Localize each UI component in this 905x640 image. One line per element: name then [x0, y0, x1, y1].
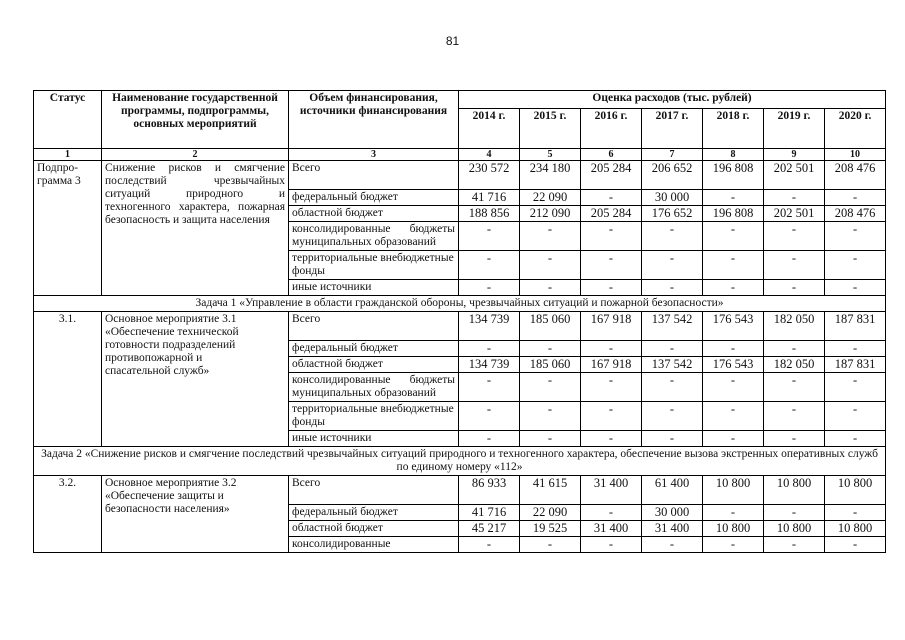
value-cell: 187 831	[825, 312, 886, 341]
value-cell: -	[459, 251, 520, 280]
value-cell: -	[520, 280, 581, 296]
value-cell: -	[581, 373, 642, 402]
value-cell: -	[825, 431, 886, 447]
table-row	[34, 161, 886, 190]
value-cell: 30 000	[642, 505, 703, 521]
header-year: 2017 г.	[642, 109, 703, 149]
value-cell: -	[642, 280, 703, 296]
value-cell: -	[581, 341, 642, 357]
value-cell: -	[581, 431, 642, 447]
value-cell: 205 284	[581, 206, 642, 222]
value-cell: 208 476	[825, 206, 886, 222]
value-cell: -	[764, 222, 825, 251]
value-cell: -	[825, 373, 886, 402]
value-cell: 10 800	[703, 476, 764, 505]
source-cell: федеральный бюджет	[289, 341, 459, 357]
value-cell: -	[642, 251, 703, 280]
status-cell: 3.2.	[34, 476, 102, 553]
value-cell: 202 501	[764, 161, 825, 190]
value-cell: 10 800	[764, 476, 825, 505]
value-cell: 176 543	[703, 357, 764, 373]
value-cell: 212 090	[520, 206, 581, 222]
value-cell: -	[520, 373, 581, 402]
value-cell: 41 716	[459, 190, 520, 206]
header-year: 2015 г.	[520, 109, 581, 149]
column-number: 6	[581, 149, 642, 161]
value-cell: -	[581, 537, 642, 553]
status-cell: Подпро- грамма 3	[34, 161, 102, 296]
program-name-cell: Снижение рисков и смягчение последствий чрезвычайных ситуаций природного и техногенного характера, пожарная безопасность и защита населения	[102, 161, 289, 296]
value-cell: -	[520, 537, 581, 553]
value-cell: -	[581, 402, 642, 431]
value-cell: -	[703, 251, 764, 280]
value-cell: 196 808	[703, 206, 764, 222]
value-cell: 22 090	[520, 190, 581, 206]
task-1-heading: Задача 1 «Управление в области гражданской обороны, чрезвычайных ситуаций и пожарной безопасности»	[34, 296, 886, 312]
value-cell: 137 542	[642, 357, 703, 373]
value-cell: 185 060	[520, 357, 581, 373]
value-cell: -	[459, 402, 520, 431]
header-status: Статус	[34, 91, 102, 149]
value-cell: -	[764, 190, 825, 206]
value-cell: -	[825, 222, 886, 251]
source-cell: территориальные внебюджетные фонды	[289, 402, 459, 431]
value-cell: 196 808	[703, 161, 764, 190]
value-cell: -	[703, 402, 764, 431]
task-row	[34, 447, 886, 476]
column-number: 5	[520, 149, 581, 161]
value-cell: 167 918	[581, 312, 642, 341]
value-cell: 41 615	[520, 476, 581, 505]
value-cell: -	[764, 251, 825, 280]
value-cell: -	[703, 373, 764, 402]
source-cell: областной бюджет	[289, 206, 459, 222]
task-2-heading: Задача 2 «Снижение рисков и смягчение последствий чрезвычайных ситуаций природного и техногенного характера, обеспечение вызова экстренных оперативных служб по единому номеру «112»	[34, 447, 886, 476]
column-number: 7	[642, 149, 703, 161]
value-cell: -	[642, 402, 703, 431]
value-cell: -	[459, 431, 520, 447]
value-cell: 10 800	[825, 476, 886, 505]
value-cell: 134 739	[459, 357, 520, 373]
value-cell: -	[703, 537, 764, 553]
value-cell: -	[764, 505, 825, 521]
value-cell: 86 933	[459, 476, 520, 505]
value-cell: -	[825, 537, 886, 553]
value-cell: 61 400	[642, 476, 703, 505]
value-cell: -	[764, 373, 825, 402]
source-cell: областной бюджет	[289, 357, 459, 373]
value-cell: -	[459, 373, 520, 402]
table-row	[34, 312, 886, 341]
value-cell: -	[459, 537, 520, 553]
source-cell: консолидированные бюджеты муниципальных образований	[289, 222, 459, 251]
value-cell: -	[642, 431, 703, 447]
value-cell: -	[825, 402, 886, 431]
column-number: 1	[34, 149, 102, 161]
value-cell: -	[520, 431, 581, 447]
value-cell: -	[764, 341, 825, 357]
source-cell: иные источники	[289, 280, 459, 296]
table-row	[34, 476, 886, 505]
value-cell: 10 800	[764, 521, 825, 537]
task-row	[34, 296, 886, 312]
source-cell: Всего	[289, 476, 459, 505]
value-cell: 230 572	[459, 161, 520, 190]
program-name-cell: Основное мероприятие 3.2 «Обеспечение защиты и безопасности населения»	[102, 476, 289, 553]
value-cell: -	[825, 190, 886, 206]
value-cell: 187 831	[825, 357, 886, 373]
value-cell: -	[520, 341, 581, 357]
value-cell: 22 090	[520, 505, 581, 521]
value-cell: 206 652	[642, 161, 703, 190]
value-cell: -	[764, 431, 825, 447]
value-cell: -	[581, 280, 642, 296]
value-cell: -	[703, 431, 764, 447]
header-estimate: Оценка расходов (тыс. рублей)	[459, 91, 886, 109]
value-cell: 10 800	[825, 521, 886, 537]
value-cell: 30 000	[642, 190, 703, 206]
header-funding: Объем финансирования, источники финансирования	[289, 91, 459, 149]
value-cell: -	[703, 222, 764, 251]
column-number: 9	[764, 149, 825, 161]
source-cell: Всего	[289, 312, 459, 341]
column-number: 3	[289, 149, 459, 161]
value-cell: 208 476	[825, 161, 886, 190]
column-number: 8	[703, 149, 764, 161]
header-year: 2018 г.	[703, 109, 764, 149]
value-cell: 205 284	[581, 161, 642, 190]
header-year: 2016 г.	[581, 109, 642, 149]
value-cell: -	[459, 222, 520, 251]
value-cell: 19 525	[520, 521, 581, 537]
column-number: 4	[459, 149, 520, 161]
value-cell: -	[520, 402, 581, 431]
value-cell: -	[825, 505, 886, 521]
column-number: 2	[102, 149, 289, 161]
value-cell: 188 856	[459, 206, 520, 222]
source-cell: областной бюджет	[289, 521, 459, 537]
value-cell: -	[825, 341, 886, 357]
source-cell: федеральный бюджет	[289, 505, 459, 521]
value-cell: -	[581, 251, 642, 280]
value-cell: -	[520, 251, 581, 280]
value-cell: 182 050	[764, 312, 825, 341]
value-cell: 176 543	[703, 312, 764, 341]
value-cell: -	[642, 373, 703, 402]
value-cell: 182 050	[764, 357, 825, 373]
value-cell: 10 800	[703, 521, 764, 537]
header-year: 2014 г.	[459, 109, 520, 149]
value-cell: 137 542	[642, 312, 703, 341]
value-cell: -	[642, 341, 703, 357]
value-cell: -	[703, 190, 764, 206]
value-cell: 45 217	[459, 521, 520, 537]
source-cell: территориальные внебюджетные фонды	[289, 251, 459, 280]
source-cell: Всего	[289, 161, 459, 190]
value-cell: -	[703, 505, 764, 521]
value-cell: 41 716	[459, 505, 520, 521]
value-cell: -	[459, 280, 520, 296]
header-name: Наименование государственной программы, подпрограммы, основных мероприятий	[102, 91, 289, 149]
value-cell: 202 501	[764, 206, 825, 222]
value-cell: -	[642, 537, 703, 553]
source-cell: федеральный бюджет	[289, 190, 459, 206]
value-cell: -	[642, 222, 703, 251]
value-cell: 31 400	[581, 521, 642, 537]
value-cell: -	[703, 280, 764, 296]
value-cell: -	[581, 505, 642, 521]
column-number: 10	[825, 149, 886, 161]
value-cell: 167 918	[581, 357, 642, 373]
source-cell: иные источники	[289, 431, 459, 447]
column-numbers-row	[34, 149, 886, 161]
value-cell: -	[703, 341, 764, 357]
value-cell: 31 400	[581, 476, 642, 505]
value-cell: 134 739	[459, 312, 520, 341]
value-cell: -	[581, 222, 642, 251]
budget-table	[33, 90, 886, 553]
header-year: 2020 г.	[825, 109, 886, 149]
value-cell: -	[764, 402, 825, 431]
value-cell: 176 652	[642, 206, 703, 222]
header-year: 2019 г.	[764, 109, 825, 149]
source-cell: консолидированные бюджеты муниципальных образований	[289, 373, 459, 402]
value-cell: 234 180	[520, 161, 581, 190]
value-cell: -	[520, 222, 581, 251]
source-cell: консолидированные	[289, 537, 459, 553]
value-cell: 31 400	[642, 521, 703, 537]
value-cell: -	[764, 280, 825, 296]
value-cell: 185 060	[520, 312, 581, 341]
page-number: 81	[445, 34, 460, 48]
value-cell: -	[459, 341, 520, 357]
status-cell: 3.1.	[34, 312, 102, 447]
value-cell: -	[581, 190, 642, 206]
value-cell: -	[825, 251, 886, 280]
program-name-cell: Основное мероприятие 3.1 «Обеспечение технической готовности подразделений противопожарной и спасательной служб»	[102, 312, 289, 447]
value-cell: -	[825, 280, 886, 296]
value-cell: -	[764, 537, 825, 553]
